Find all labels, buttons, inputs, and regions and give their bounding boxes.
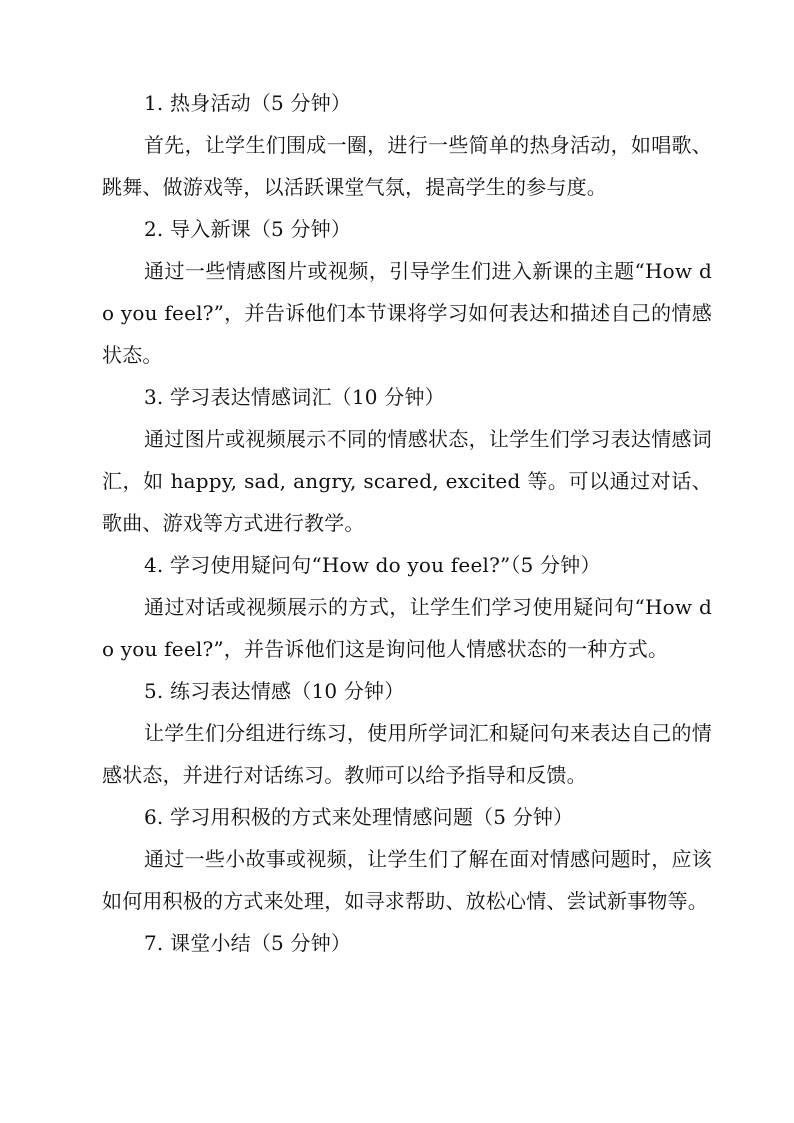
section-heading-7: 7. 课堂小结（5 分钟） — [144, 931, 352, 955]
section-heading-1: 1. 热身活动（5 分钟） — [144, 91, 352, 115]
section-body-5: 让学生们分组进行练习，使用所学词汇和疑问句来表达自己的情感状态，并进行对话练习。教师可以给予指导和反馈。 — [102, 721, 712, 787]
section-heading-2: 2. 导入新课（5 分钟） — [144, 217, 352, 241]
section-body-4: 通过对话或视频展示的方式，让学生们学习使用疑问句“How do you feel?”，并告诉他们这是询问他人情感状态的一种方式。 — [102, 595, 712, 661]
section-heading-5: 5. 练习表达情感（10 分钟） — [144, 679, 405, 703]
section-heading-3: 3. 学习表达情感词汇（10 分钟） — [144, 385, 445, 409]
document-content — [102, 82, 712, 964]
section-heading-6: 6. 学习用积极的方式来处理情感问题（5 分钟） — [144, 805, 574, 829]
section-body-6: 通过一些小故事或视频，让学生们了解在面对情感问题时，应该如何用积极的方式来处理，如寻求帮助、放松心情、尝试新事物等。 — [102, 847, 712, 913]
section-body-3: 通过图片或视频展示不同的情感状态，让学生们学习表达情感词汇，如 happy, sad, angry, scared, excited 等。可以通过对话、歌曲、游戏等方式进行教学。 — [102, 427, 712, 535]
section-body-1: 首先，让学生们围成一圈，进行一些简单的热身活动，如唱歌、跳舞、做游戏等，以活跃课堂气氛，提高学生的参与度。 — [102, 133, 712, 199]
section-heading-4: 4. 学习使用疑问句“How do you feel?”（5 分钟） — [144, 553, 601, 577]
section-body-2: 通过一些情感图片或视频，引导学生们进入新课的主题“How do you feel?”，并告诉他们本节课将学习如何表达和描述自己的情感状态。 — [102, 259, 712, 367]
